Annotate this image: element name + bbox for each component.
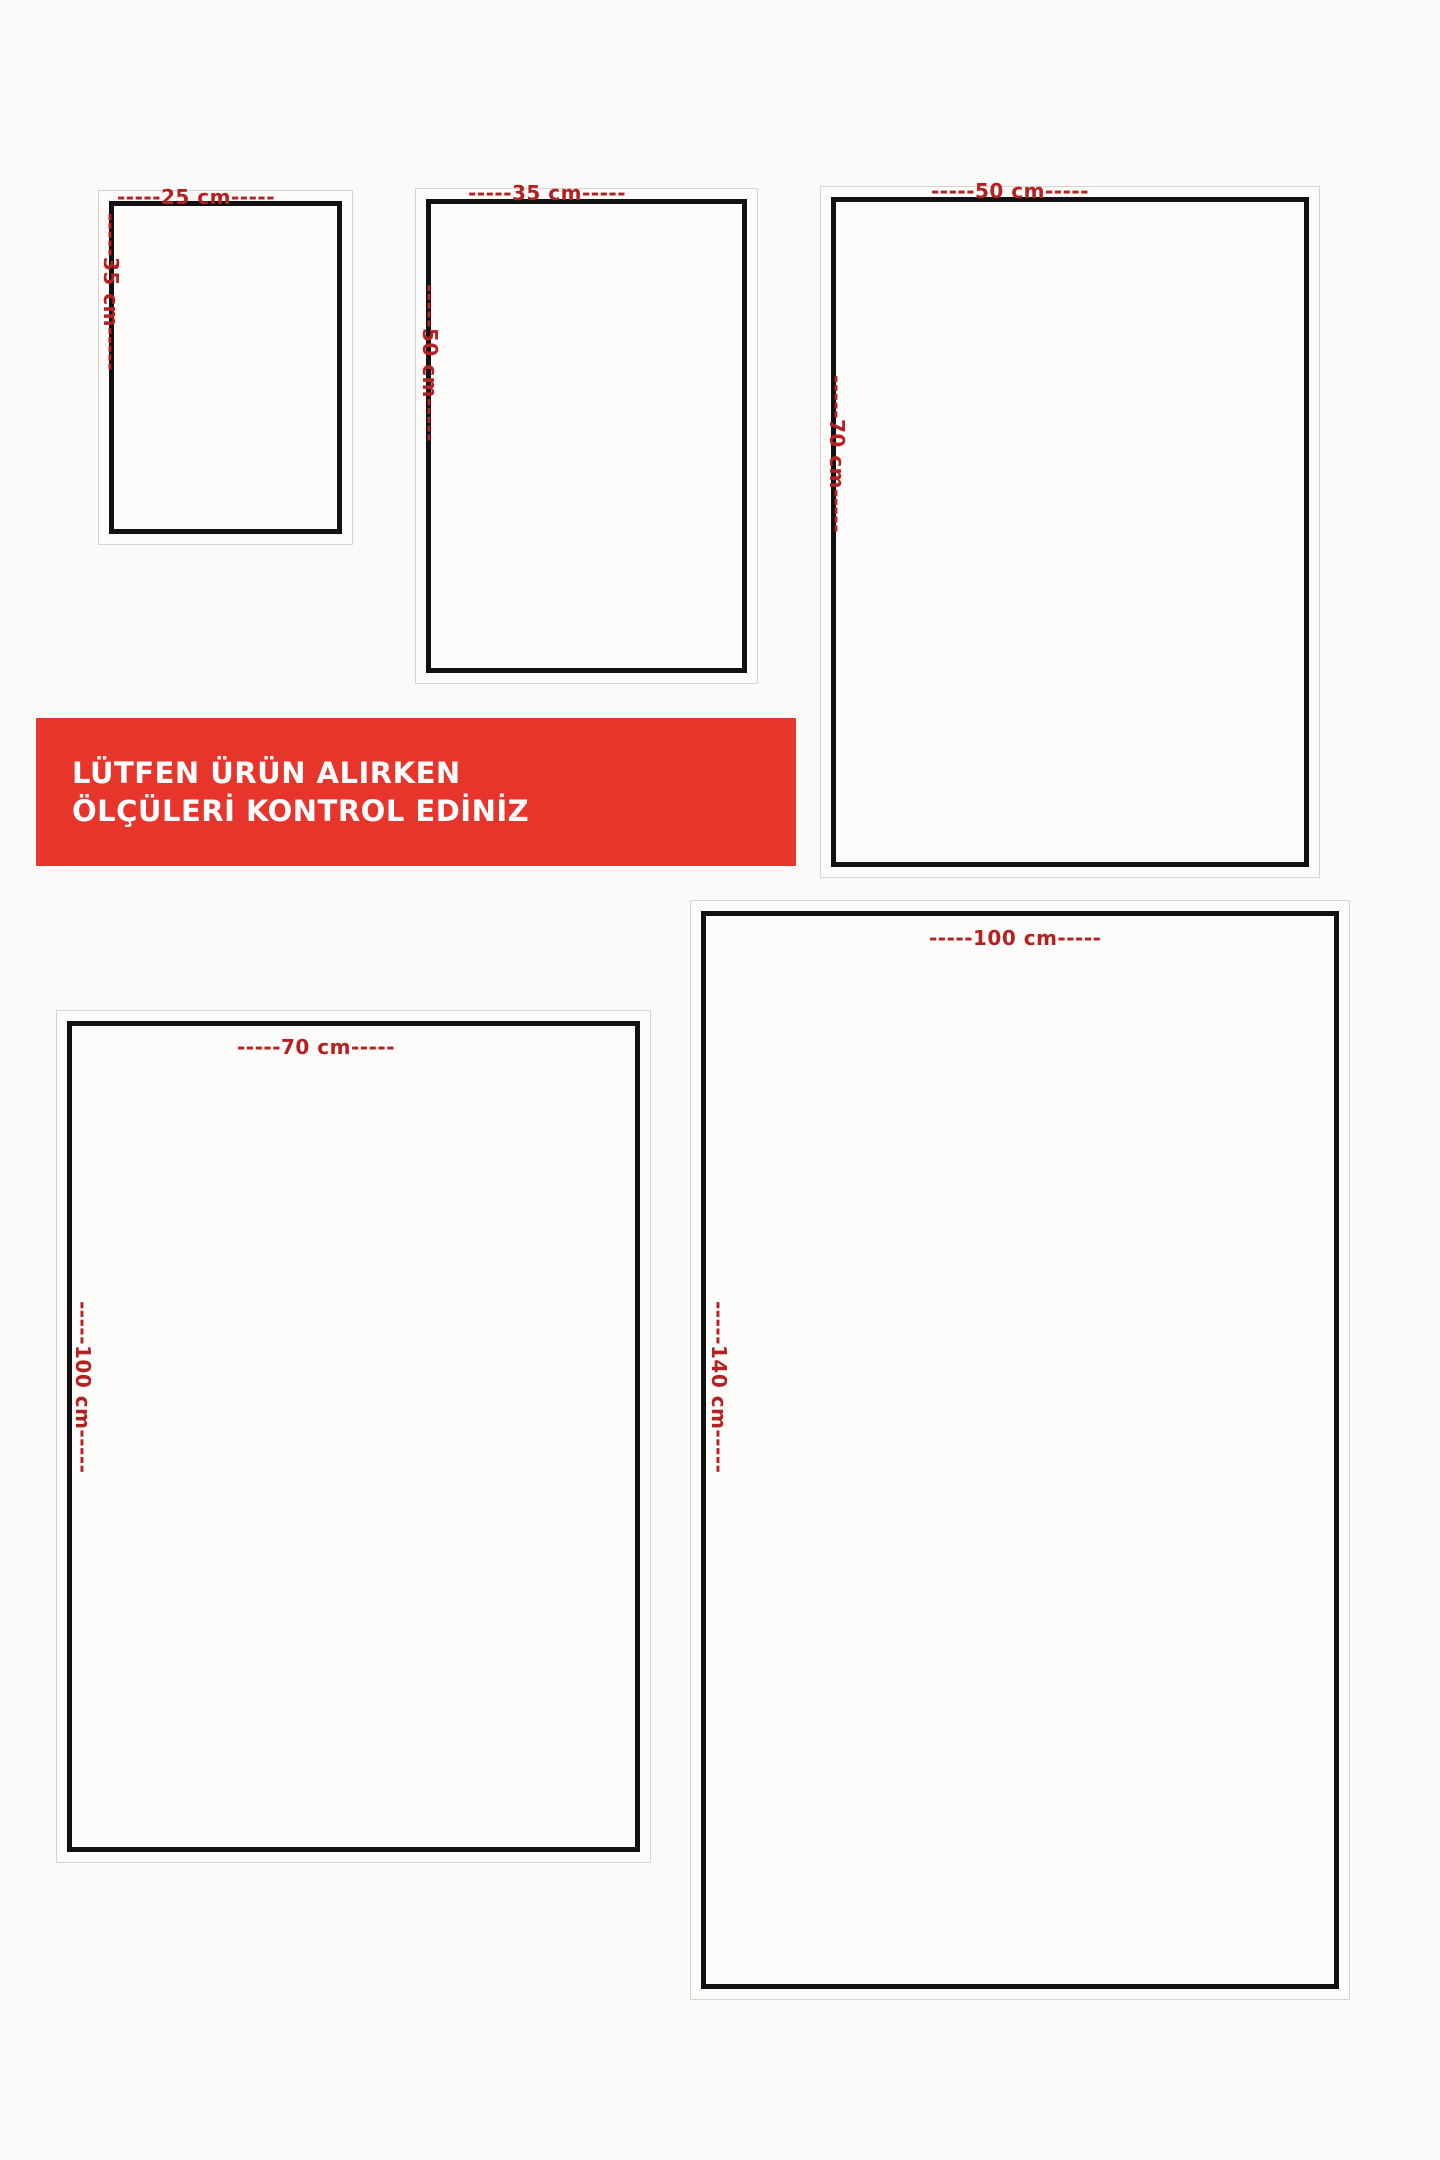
frame-50x70-inner: [831, 197, 1309, 867]
frame-50x70-width-label: -----50 cm-----: [931, 179, 1089, 203]
frame-70x100-inner: [67, 1021, 640, 1852]
frame-100x140-inner: [701, 911, 1339, 1989]
frame-35x50-height-label: -----50 cm-----: [418, 284, 442, 442]
frame-100x140-height-label: -----140 cm-----: [707, 1301, 731, 1474]
size-check-notice: [36, 718, 796, 866]
frame-100x140: [690, 900, 1350, 2000]
frame-35x50-inner: [426, 199, 747, 673]
frame-100x140-width-label: -----100 cm-----: [929, 926, 1102, 950]
frame-35x50: [415, 181, 758, 684]
frame-25x35: [98, 185, 353, 545]
frame-70x100: [56, 1010, 651, 1863]
frame-25x35-height-label: -----35 cm-----: [99, 213, 123, 371]
frame-70x100-width-label: -----70 cm-----: [237, 1035, 395, 1059]
frame-25x35-inner: [109, 201, 342, 534]
frame-50x70-height-label: -----70 cm-----: [825, 375, 849, 533]
notice-line-2: ÖLÇÜLERİ KONTROL EDİNİZ: [72, 794, 530, 828]
frame-35x50-width-label: -----35 cm-----: [468, 181, 626, 205]
frame-25x35-width-label: -----25 cm-----: [117, 185, 275, 209]
frame-70x100-height-label: -----100 cm-----: [71, 1301, 95, 1474]
frame-50x70: [820, 179, 1320, 878]
notice-line-1: LÜTFEN ÜRÜN ALIRKEN: [72, 755, 461, 790]
